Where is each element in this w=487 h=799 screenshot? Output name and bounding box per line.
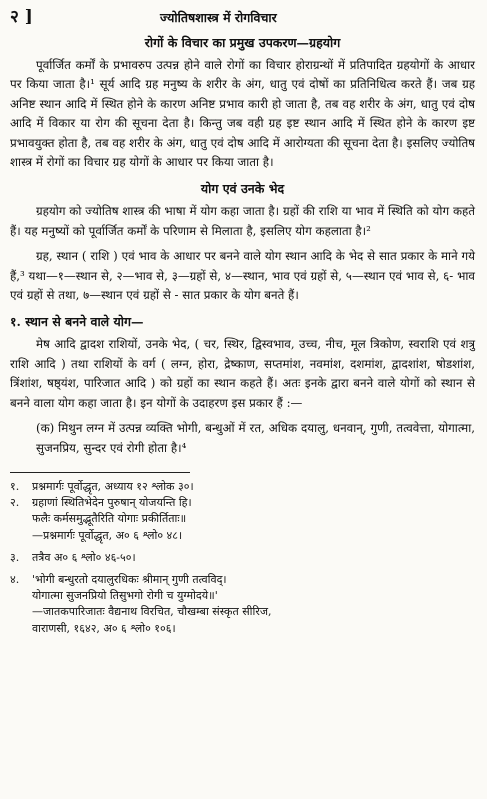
footnote-number: ४. [10,572,20,586]
footnote-number: २. [10,496,20,510]
paragraph-yoga-seven-types: ग्रह, स्थान ( राशि ) एवं भाव के आधार पर बनने वाले योग स्थान आदि के भेद से सात प्रकार के माने गये हैं,³ यथा—१—स्थान से, २—भाव से, ३—ग्रहों से, ४—स्थान, भाव एवं ग्रहों से, ५—स्थान एवं भाव से, ६- भाव एवं ग्रहों से तथा, ७—स्थान एवं ग्रहों से - सात प्रकार के योग बनते हैं। [10,249,475,303]
footnote-number: १. [10,479,20,493]
footnote-citation: —जातकपारिजातः वैद्यनाथ विरचित, चौखम्बा संस्कृत सीरिज, [32,605,272,619]
footnote-verse-line: फलैः कर्मसमुद्भूतैरिति योगाः प्रकीर्तिताः॥ [32,512,187,526]
footnote-3 [10,550,475,566]
running-title: ज्योतिषशास्त्र में रोगविचार [160,10,277,25]
page-header [10,4,475,26]
footnote-citation: वाराणसी, १६४२, अ० ६ श्लो० १०६। [32,621,176,635]
footnote-4 [10,572,475,637]
footnote-text: तत्रैव अ० ६ श्लो० ४६-५०। [32,550,136,564]
footnote-verse-line: योगात्मा सुजनप्रियो तिसुभगो रोगी च युग्मोदये॥' [32,589,218,603]
footnote-1 [10,479,475,495]
footnote-verse-line: ग्रहाणां स्थितिभेदेन पुरुषान् योजयन्ति हि। [32,496,192,510]
footnote-text: प्रश्नमार्गः पूर्वोद्धृत, अध्याय १२ श्लोक ३०। [32,479,194,493]
footnote-2 [10,495,475,544]
subsection-heading-sthana-yoga: १. स्थान से बनने वाले योग— [10,314,144,330]
paragraph-sthana-yoga: मेष आदि द्वादश राशियों, उनके भेद, ( चर, स्थिर, द्विस्वभाव, उच्च, नीच, मूल त्रिकोण, स्वराशि एवं शत्रु राशि आदि ) तथा राशियों के वर्ग ( लग्न, होरा, द्रेष्काण, सप्तमांश, नवमांश, दशमांश, द्वादशांश, षोडशांश, त्रिंशांश, षष्ठ्यंश, पारिजात आदि ) को ग्रहों का स्थान कहते हैं। अतः इनके द्वारा बनने वाले योगों को स्थान से बनने वाला योग कहा जाता है। इन योगों के उदाहरण इस प्रकार हैं :— [10,337,475,410]
section-heading-graha-yoga: रोगों के विचार का प्रमुख उपकरण—ग्रहयोग [144,35,341,50]
footnote-verse-line: 'भोगी बन्धुरतो दयालुरधिकः श्रीमान् गुणी तत्वविद्। [32,572,227,586]
paragraph-yoga-definition: ग्रहयोग को ज्योतिष शास्त्र की भाषा में योग कहा जाता है। ग्रहों की राशि या भाव में स्थिति को योग कहते हैं। यह मनुष्यों को पूर्वार्जित कर्मों के परिणाम से मिलाता है, इसलिए योग कहलाता है।² [10,204,475,238]
footnote-divider [10,472,190,473]
footnotes [10,479,475,637]
paragraph-intro: पूर्वार्जित कर्मों के प्रभावरुप उत्पन्न होने वाले रोगों का विचार होराग्रन्थों में प्रतिपादित ग्रहयोगों के आधार पर किया जाता है।¹ सूर्य आदि ग्रह मनुष्य के शरीर के अंग, धातु एवं दोषों का प्रतिनिधित्व करते हैं। जब ग्रह अनिष्ट स्थान आदि में स्थित होने के कारण अनिष्ट प्रभाव कारी हो जाता है, तब वह शरीर के अंग, धातु एवं दोष आदि में विकार या रोग की सूचना देता है। किन्तु जब वही ग्रह इष्ट स्थान आदि में स्थित होने के कारण इष्ट प्रभावयुक्त होता है, तब वह शरीर के अंग, धातु एवं दोष आदि में आरोग्यता की सूचना देता है। इसलिए ज्योतिष शास्त्र में रोगों का विचार ग्रह योगों के आधार पर किया जाता है। [10,58,475,170]
page-number: २ ] [10,7,33,27]
footnote-citation: —प्रश्नमार्गः पूर्वोद्धृत, अ० ६ श्लो० ४८। [32,528,183,542]
example-mithuna-lagna: (क) मिथुन लग्न में उत्पन्न व्यक्ति भोगी, बन्धुओं में रत, अधिक दयालु, धनवान्, गुणी, तत्ववेत्ता, योगात्मा, सुजनप्रिय, सुन्दर एवं रोगी होता है।⁴ [36,421,475,455]
section-heading-yoga-types: योग एवं उनके भेद [200,181,285,197]
footnote-number: ३. [10,550,20,564]
